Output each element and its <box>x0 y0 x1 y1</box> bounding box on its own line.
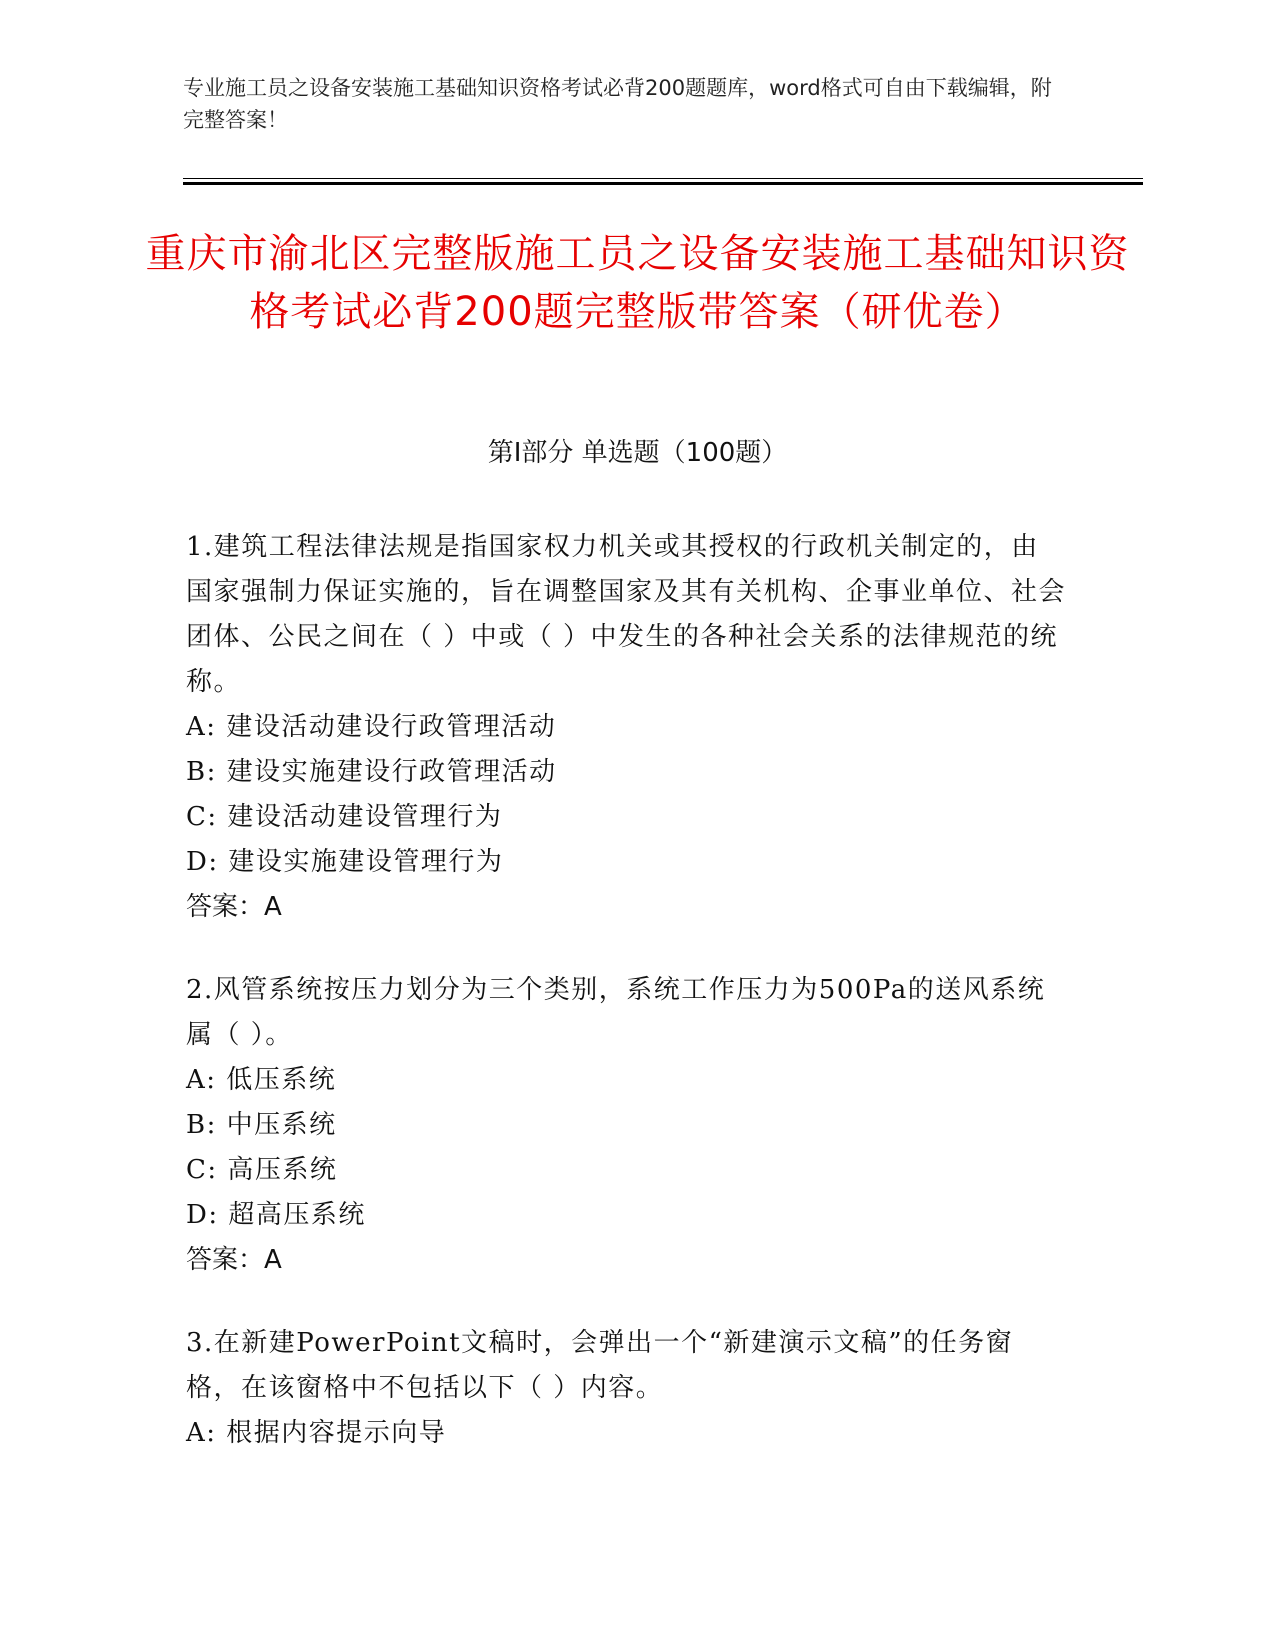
option-c: C: 建设活动建设管理行为 <box>186 802 503 832</box>
answer: 答案：A <box>186 1245 282 1275</box>
header-note: 专业施工员之设备安装施工基础知识资格考试必背200题题库，word格式可自由下载编辑，附完整答案！ <box>183 76 1052 132</box>
question-3 <box>186 1321 1066 1456</box>
question-list <box>186 525 1066 1494</box>
question-text: 3.在新建PowerPoint文稿时，会弹出一个“新建演示文稿”的任务窗格，在该窗格中不包括以下（ ）内容。 <box>186 1328 1014 1403</box>
section-title: 第Ⅰ部分 单选题（100题） <box>487 438 788 468</box>
option-d: D: 超高压系统 <box>186 1200 366 1230</box>
question-text: 1.建筑工程法律法规是指国家权力机关或其授权的行政机关制定的，由国家强制力保证实施的，旨在调整国家及其有关机构、企事业单位、社会团体、公民之间在（ ）中或（ ）中发生的各种社会关系的法律规范的统称。 <box>186 532 1067 697</box>
option-d: D: 建设实施建设管理行为 <box>186 847 504 877</box>
document-title: 重庆市渝北区完整版施工员之设备安装施工基础知识资格考试必背200题完整版带答案（研优卷） <box>145 231 1130 335</box>
option-a: A: 建设活动建设行政管理活动 <box>186 712 557 742</box>
question-text: 2.风管系统按压力划分为三个类别，系统工作压力为500Pa的送风系统属（ ）。 <box>186 975 1046 1050</box>
option-b: B: 建设实施建设行政管理活动 <box>186 757 557 787</box>
header-rule-thin <box>183 178 1143 179</box>
header-rule-thick <box>183 182 1143 185</box>
answer: 答案：A <box>186 892 282 922</box>
question-2 <box>186 968 1066 1283</box>
question-1 <box>186 525 1066 930</box>
option-c: C: 高压系统 <box>186 1155 338 1185</box>
option-b: B: 中压系统 <box>186 1110 337 1140</box>
option-a: A: 低压系统 <box>186 1065 337 1095</box>
option-a: A: 根据内容提示向导 <box>186 1418 447 1448</box>
